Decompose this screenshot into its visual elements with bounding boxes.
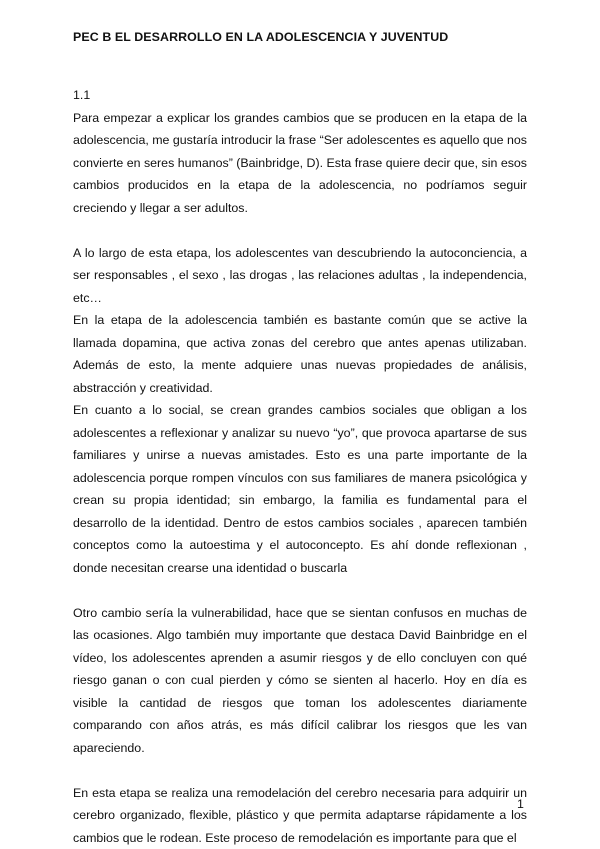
document-title: PEC B EL DESARROLLO EN LA ADOLESCENCIA Y JUVENTUD — [73, 30, 448, 44]
paragraph: A lo largo de esta etapa, los adolescentes van descubriendo la autoconciencia, a ser responsables , el sexo , las drogas , las relaciones adultas , la independencia, etc… — [73, 242, 527, 310]
page-number: 1 — [517, 797, 524, 811]
paragraph: Otro cambio sería la vulnerabilidad, hace que se sientan confusos en muchas de las ocasiones. Algo también muy importante que destaca David Bainbridge en el vídeo, los adolescentes aprenden a asumir riesgos y de ello concluyen con qué riesgo ganan o con cual pierden y cómo se sienten al hacerlo. Hoy en día es visible la cantidad de riesgos que toman los adolescentes diariamente comparando con años atrás, es más difícil calibrar los riesgos que les van apareciendo. — [73, 602, 527, 760]
section-number: 1.1 — [73, 84, 527, 107]
paragraph: En la etapa de la adolescencia también es bastante común que se active la llamada dopamina, que activa zonas del cerebro que antes apenas utilizaban. Además de esto, la mente adquiere unas nuevas propiedades de análisis, abstracción y creatividad. — [73, 309, 527, 399]
paragraph: En cuanto a lo social, se crean grandes cambios sociales que obligan a los adolescentes a reflexionar y analizar su nuevo “yo”, que provoca apartarse de sus familiares y unirse a nuevas amistades. Esto es una parte importante de la adolescencia porque rompen vínculos con sus familiares de manera psicológica y crean su propia identidad; sin embargo, la familia es fundamental para el desarrollo de la identidad. Dentro de estos cambios sociales , aparecen también conceptos como la autoestima y el autoconcepto. Es ahí donde reflexionan , donde necesitan crearse una identidad o buscarla — [73, 399, 527, 579]
paragraph: Para empezar a explicar los grandes cambios que se producen en la etapa de la adolescencia, me gustaría introducir la frase “Ser adolescentes es aquello que nos convierte en seres humanos” (Bainbridge, D). Esta frase quiere decir que, sin esos cambios producidos en la etapa de la adolescencia, no podríamos seguir creciendo y llegar a ser adultos. — [73, 107, 527, 220]
document-body — [73, 84, 527, 849]
paragraph: En esta etapa se realiza una remodelación del cerebro necesaria para adquirir un cerebro organizado, flexible, plástico y que permita adaptarse rápidamente a los cambios que le rodean. Este proceso de remodelación es importante para que el — [73, 782, 527, 849]
